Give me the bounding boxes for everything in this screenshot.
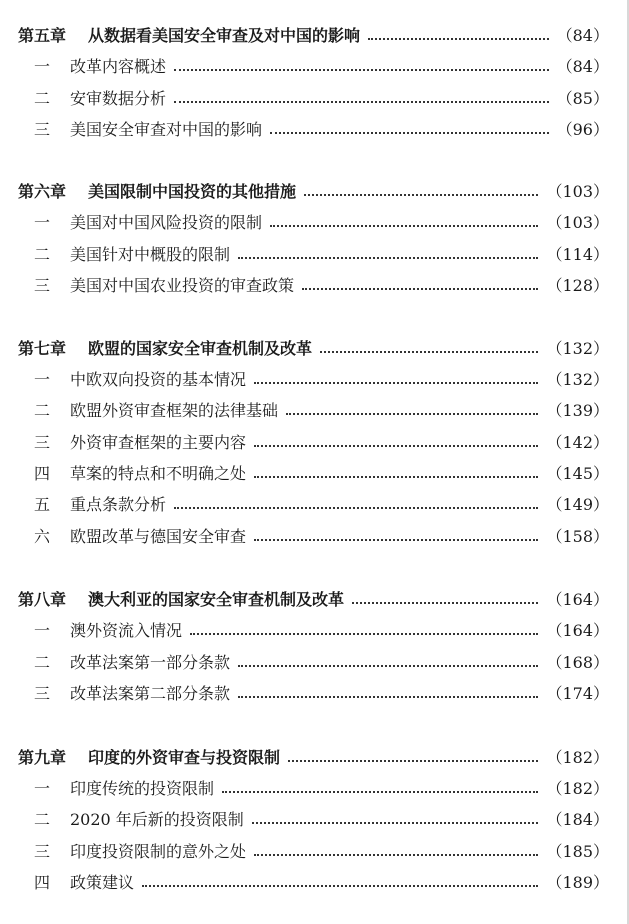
dot-leader — [368, 37, 549, 40]
toc-section[interactable] — [18, 490, 609, 520]
section-number: 二 — [34, 810, 51, 829]
section-title: 美国对中国农业投资的审查政策 — [70, 276, 295, 295]
page-number: （132） — [546, 339, 609, 358]
page-number: （182） — [546, 779, 609, 798]
dot-leader — [174, 68, 549, 71]
toc-chapter-8[interactable] — [18, 585, 609, 615]
section-number: 一 — [34, 57, 51, 76]
page-number: （164） — [546, 621, 609, 640]
section-title: 安审数据分析 — [70, 89, 167, 108]
section-number: 五 — [34, 495, 51, 514]
dot-leader — [288, 759, 538, 762]
chapter-number: 第九章 — [18, 748, 67, 767]
toc-section[interactable] — [18, 679, 609, 709]
toc-section[interactable] — [18, 837, 609, 867]
toc-section[interactable] — [18, 459, 609, 489]
toc-section[interactable] — [18, 84, 609, 114]
toc-chapter-5[interactable] — [18, 21, 609, 51]
section-number: 一 — [34, 621, 51, 640]
dot-leader — [254, 444, 538, 447]
toc-section[interactable] — [18, 774, 609, 804]
toc-section[interactable] — [18, 396, 609, 426]
dot-leader — [286, 412, 538, 415]
dot-leader — [254, 538, 538, 541]
page-number: （132） — [546, 370, 609, 389]
section-number: 四 — [34, 873, 51, 892]
page-number: （149） — [546, 495, 609, 514]
section-title: 欧盟外资审查框架的法律基础 — [70, 401, 279, 420]
toc-chapter-6[interactable] — [18, 177, 609, 207]
section-number: 二 — [34, 245, 51, 264]
page-number: （168） — [546, 653, 609, 672]
page-number: （84） — [556, 57, 609, 76]
section-title: 改革内容概述 — [70, 57, 167, 76]
section-number: 二 — [34, 653, 51, 672]
section-title: 美国针对中概股的限制 — [70, 245, 231, 264]
dot-leader — [142, 884, 538, 887]
section-title: 外资审查框架的主要内容 — [70, 433, 247, 452]
dot-leader — [352, 601, 538, 604]
toc-section[interactable] — [18, 428, 609, 458]
dot-leader — [304, 193, 538, 196]
dot-leader — [270, 131, 549, 134]
toc-section[interactable] — [18, 616, 609, 646]
page-number: （139） — [546, 401, 609, 420]
section-title: 美国对中国风险投资的限制 — [70, 213, 263, 232]
dot-leader — [320, 350, 538, 353]
toc-section[interactable] — [18, 115, 609, 145]
dot-leader — [174, 506, 538, 509]
page-number: （114） — [546, 245, 609, 264]
toc-section[interactable] — [18, 208, 609, 238]
section-title: 中欧双向投资的基本情况 — [70, 370, 247, 389]
page-number: （103） — [546, 182, 609, 201]
toc-section[interactable] — [18, 365, 609, 395]
toc-chapter-9[interactable] — [18, 743, 609, 773]
chapter-number: 第八章 — [18, 590, 67, 609]
section-number: 一 — [34, 779, 51, 798]
section-title: 重点条款分析 — [70, 495, 167, 514]
chapter-number: 第五章 — [18, 26, 67, 45]
section-title: 印度投资限制的意外之处 — [70, 842, 247, 861]
page-number: （182） — [546, 748, 609, 767]
dot-leader — [252, 821, 539, 824]
toc-section[interactable] — [18, 240, 609, 270]
page-number: （128） — [546, 276, 609, 295]
section-number: 二 — [34, 401, 51, 420]
section-title: 草案的特点和不明确之处 — [70, 464, 247, 483]
dot-leader — [238, 664, 538, 667]
section-number: 三 — [34, 842, 51, 861]
toc-section[interactable] — [18, 805, 609, 835]
page-number: （84） — [556, 26, 609, 45]
section-number: 三 — [34, 120, 51, 139]
dot-leader — [174, 100, 549, 103]
section-title: 印度传统的投资限制 — [70, 779, 215, 798]
dot-leader — [302, 287, 538, 290]
page-number: （158） — [546, 527, 609, 546]
chapter-title: 从数据看美国安全审查及对中国的影响 — [88, 26, 361, 45]
section-title: 改革法案第二部分条款 — [70, 684, 231, 703]
page-number: （174） — [546, 684, 609, 703]
section-title: 2020 年后新的投资限制 — [70, 810, 244, 829]
section-number: 一 — [34, 213, 51, 232]
dot-leader — [190, 632, 538, 635]
dot-leader — [254, 381, 538, 384]
page-number: （145） — [546, 464, 609, 483]
section-number: 六 — [34, 527, 51, 546]
page-number: （184） — [546, 810, 609, 829]
section-number: 一 — [34, 370, 51, 389]
section-number: 三 — [34, 684, 51, 703]
page-number: （142） — [546, 433, 609, 452]
section-number: 二 — [34, 89, 51, 108]
toc-section[interactable] — [18, 52, 609, 82]
section-title: 改革法案第一部分条款 — [70, 653, 231, 672]
dot-leader — [222, 790, 538, 793]
page-number: （96） — [556, 120, 609, 139]
chapter-title: 印度的外资审查与投资限制 — [88, 748, 281, 767]
dot-leader — [238, 695, 538, 698]
toc-chapter-7[interactable] — [18, 334, 609, 364]
page-number: （103） — [546, 213, 609, 232]
toc-section[interactable] — [18, 648, 609, 678]
dot-leader — [254, 475, 538, 478]
section-title: 政策建议 — [70, 873, 135, 892]
dot-leader — [270, 224, 538, 227]
dot-leader — [238, 256, 538, 259]
chapter-number: 第七章 — [18, 339, 67, 358]
dot-leader — [254, 853, 538, 856]
section-number: 三 — [34, 276, 51, 295]
section-number: 三 — [34, 433, 51, 452]
page-number: （189） — [546, 873, 609, 892]
chapter-number: 第六章 — [18, 182, 67, 201]
toc-section[interactable] — [18, 522, 609, 552]
toc-section[interactable] — [18, 868, 609, 898]
page-number: （164） — [546, 590, 609, 609]
section-title: 欧盟改革与德国安全审查 — [70, 527, 247, 546]
page-number: （85） — [556, 89, 609, 108]
page-number: （185） — [546, 842, 609, 861]
chapter-title: 欧盟的国家安全审查机制及改革 — [88, 339, 313, 358]
section-title: 美国安全审查对中国的影响 — [70, 120, 263, 139]
chapter-title: 澳大利亚的国家安全审查机制及改革 — [88, 590, 345, 609]
toc-section[interactable] — [18, 271, 609, 301]
section-number: 四 — [34, 464, 51, 483]
section-title: 澳外资流入情况 — [70, 621, 183, 640]
chapter-title: 美国限制中国投资的其他措施 — [88, 182, 297, 201]
